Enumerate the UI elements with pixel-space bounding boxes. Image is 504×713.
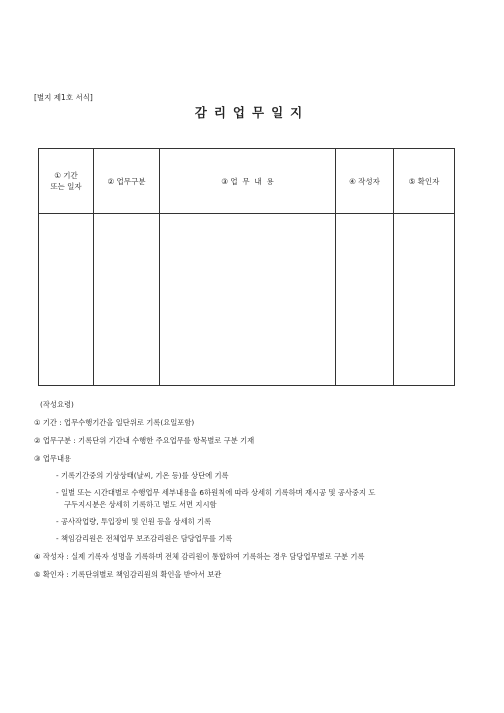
- header-author-cell: ④ 작성자: [336, 149, 394, 214]
- instruction-sub-2: - 일별 또는 시간대별로 수행업무 세부내용을 6하원칙에 따라 상세히 기록하며 재시공 및 공사중지 도: [56, 488, 376, 497]
- instruction-item-3: ③ 업무내용: [34, 454, 72, 463]
- table-header-row: [39, 149, 455, 214]
- instruction-item-2: ② 업무구분 : 기록단위 기간내 수행한 주요업무를 항목별로 구분 기재: [34, 436, 255, 445]
- document-title: 감리업무일지: [194, 105, 310, 120]
- form-number-label: [별지 제1호 서식]: [34, 93, 93, 102]
- instructions-heading: (작성요령): [40, 400, 74, 409]
- header-content-cell: ③ 업 무 내 용: [160, 149, 336, 214]
- period-input-cell[interactable]: [39, 214, 94, 386]
- work-log-table: [38, 148, 455, 386]
- instruction-item-1: ① 기간 : 업무수행기간을 일단위로 기록(요일포함): [34, 418, 195, 427]
- header-category-cell: ② 업무구분: [94, 149, 160, 214]
- header-period-cell: [39, 149, 94, 214]
- instruction-sub-4: - 책임감리원은 전체업무 보조감리원은 담당업무를 기록: [56, 534, 233, 543]
- author-input-cell[interactable]: [336, 214, 394, 386]
- instruction-sub-2-cont: 구두지시분은 상세히 기록하고 별도 서면 지시함: [64, 500, 217, 509]
- header-confirmer-cell: ⑤ 확인자: [394, 149, 455, 214]
- category-input-cell[interactable]: [94, 214, 160, 386]
- instruction-sub-3: - 공사작업량, 투입장비 및 인원 등을 상세히 기록: [56, 517, 212, 526]
- header-period-line1: ① 기간: [54, 171, 78, 180]
- content-input-cell[interactable]: [160, 214, 336, 386]
- instruction-sub-1: - 기록기간중의 기상상태(날씨, 기온 등)를 상단에 기록: [56, 471, 229, 480]
- table-body-row: [39, 214, 455, 386]
- header-period-line2: 또는 일자: [50, 182, 82, 191]
- instruction-item-5: ⑤ 확인자 : 기록단위별로 책임감리원의 확인을 받아서 보관: [34, 570, 222, 579]
- confirmer-input-cell[interactable]: [394, 214, 455, 386]
- instruction-item-4: ④ 작성자 : 실제 기록자 성명을 기록하며 전체 감리원이 통합하여 기록하는 경우 담당업무별로 구분 기록: [34, 552, 365, 561]
